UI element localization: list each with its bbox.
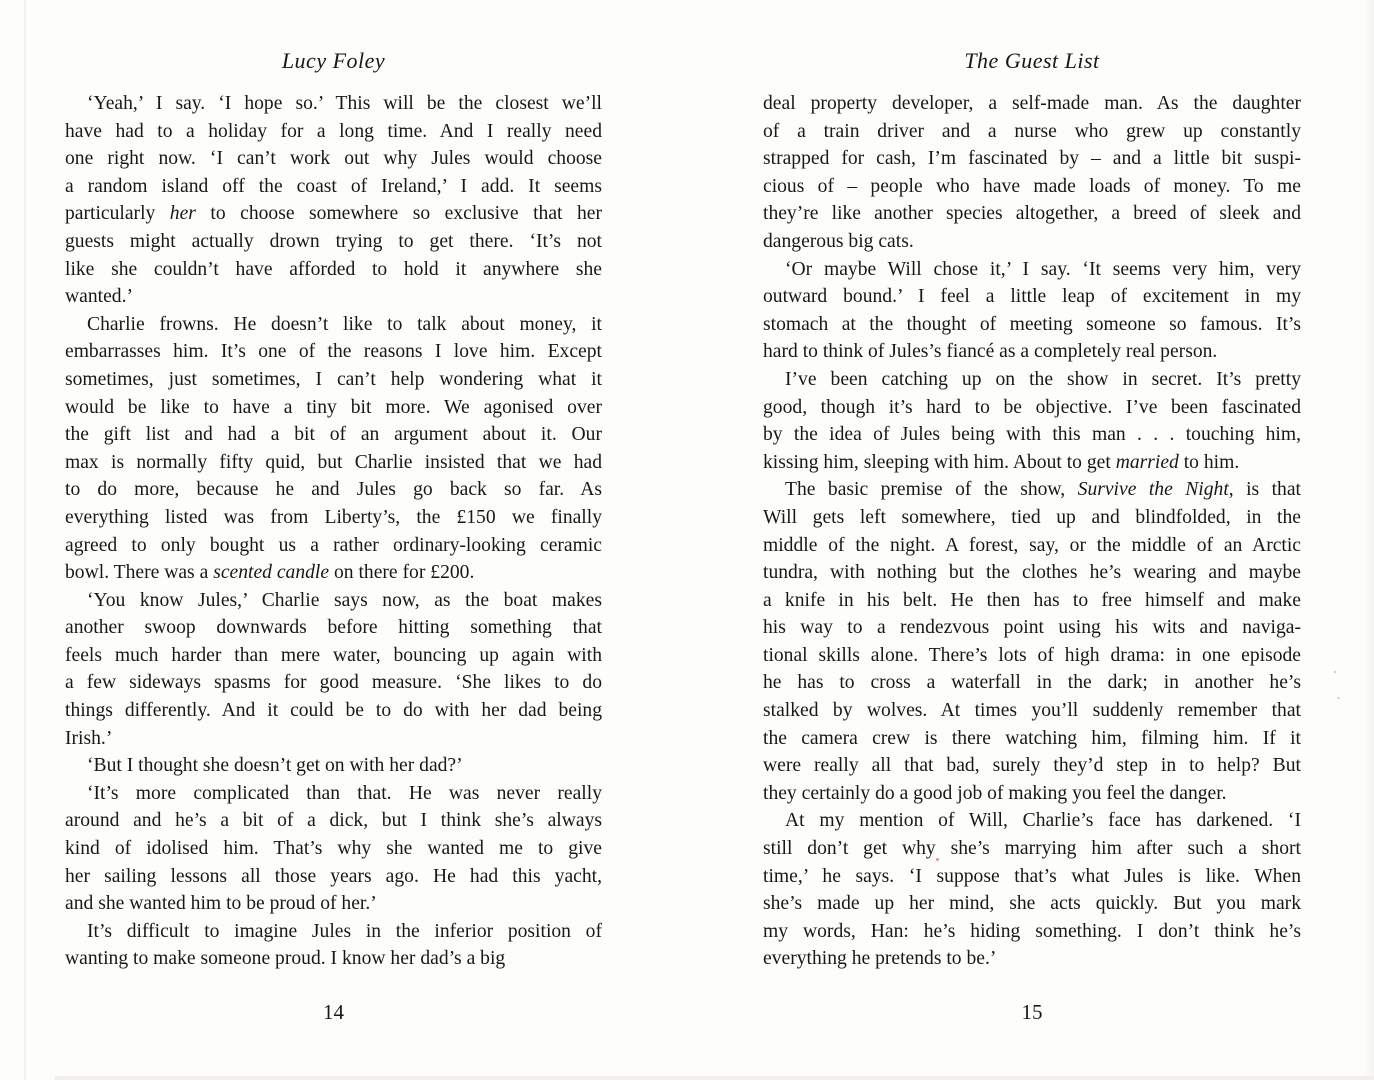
text-line: my words, Han: he’s hiding something. I don’t think he’s — [763, 920, 1301, 942]
text-line: ‘You know Jules,’ Charlie says now, as the boat makes — [87, 589, 602, 611]
text-line: by the idea of Jules being with this man . . . touching him, — [763, 424, 1301, 446]
text-line: feels much harder than mere water, bouncing up again with — [65, 644, 602, 666]
text-line: cious of – people who have made loads of money. To me — [763, 175, 1301, 197]
text-line: deal property developer, a self-made man. As the daughter — [763, 93, 1301, 114]
scan-bottom-strip — [55, 1076, 1374, 1080]
text-line: would be like to have a tiny bit more. We agonised over — [65, 396, 602, 418]
text-line: I’ve been catching up on the show in secret. It’s pretty — [785, 368, 1301, 390]
text-line: guests might actually drown trying to get there. ‘It’s not — [65, 230, 602, 252]
text-line: everything listed was from Liberty’s, the £150 we finally — [65, 506, 602, 528]
text-line: the gift list and had a bit of an argument about it. Our — [65, 424, 602, 446]
text-line: good, though it’s hard to be objective. I’ve been fascinated — [763, 396, 1301, 418]
text-line: tundra, with nothing but the clothes he’s wearing and maybe — [763, 562, 1301, 584]
text-line: Irish.’ — [65, 727, 113, 749]
text-line: kissing him, sleeping with him. About to get married to him. — [763, 451, 1240, 473]
text-line: The basic premise of the show, Survive the Night, is that — [785, 479, 1301, 501]
text-line: stomach at the thought of meeting someone so famous. It’s — [763, 313, 1301, 335]
page-number-right: 15 — [1021, 1000, 1043, 1024]
text-line: ‘Or maybe Will chose it,’ I say. ‘It seems very him, very — [785, 258, 1301, 280]
text-line: outward bound.’ I feel a little leap of excitement in my — [763, 286, 1301, 308]
text-line: Charlie frowns. He doesn’t like to talk about money, it — [87, 313, 602, 335]
text-line: a few sideways spasms for good measure. ‘She likes to do — [65, 672, 602, 694]
page-right-body — [763, 90, 1301, 973]
text-line: embarrasses him. It’s one of the reasons I love him. Except — [65, 341, 602, 363]
text-line: wanted.’ — [65, 286, 134, 308]
text-line: hard to think of Jules’s fiancé as a completely real person. — [763, 341, 1218, 363]
text-line: At my mention of Will, Charlie’s face has darkened. ‘I — [785, 810, 1301, 832]
text-line: another swoop downwards before hitting something that — [65, 617, 602, 639]
text-line: It’s difficult to imagine Jules in the inferior position of — [87, 920, 602, 942]
running-header-author: Lucy Foley — [281, 48, 386, 73]
scan-edge-line — [24, 0, 26, 1080]
text-line: Will gets left somewhere, tied up and blindfolded, in the — [763, 506, 1301, 528]
text-line: wanting to make someone proud. I know her dad’s a big — [65, 948, 506, 970]
text-line: dangerous big cats. — [763, 230, 914, 252]
text-line: particularly her to choose somewhere so exclusive that her — [65, 203, 602, 225]
scan-edge-shade — [1364, 0, 1374, 1080]
page-number-left: 14 — [323, 1000, 344, 1024]
text-line: ‘But I thought she doesn’t get on with her dad?’ — [87, 755, 463, 777]
text-line: everything he pretends to be.’ — [763, 948, 997, 970]
page-left — [65, 46, 602, 1025]
text-line: time,’ he says. ‘I suppose that’s what Jules is like. When — [763, 865, 1301, 887]
text-line: stalked by wolves. At times you’ll suddenly remember that — [763, 700, 1301, 722]
text-line: tional skills alone. There’s lots of high drama: in one episode — [763, 644, 1301, 666]
text-line: a random island off the coast of Ireland,’ I add. It seems — [65, 175, 602, 197]
scan-speck — [1337, 697, 1340, 699]
page-right — [763, 46, 1301, 1025]
text-line: of a train driver and a nurse who grew up constantly — [763, 120, 1301, 142]
text-line: max is normally fifty quid, but Charlie insisted that we had — [65, 451, 602, 473]
text-line: still don’t get why she’s marrying him after such a short — [763, 838, 1301, 860]
text-line: to do more, because he and Jules go back so far. As — [65, 479, 602, 501]
text-line: bowl. There was a scented candle on there for £200. — [65, 562, 475, 584]
text-line: middle of the night. A forest, say, or the middle of an Arctic — [763, 534, 1301, 556]
text-line: ‘Yeah,’ I say. ‘I hope so.’ This will be the closest we’ll — [87, 93, 602, 114]
text-line: they’re like another species altogether, a breed of sleek and — [763, 203, 1301, 225]
scan-speck — [1334, 671, 1336, 673]
text-line: like she couldn’t have afforded to hold it anywhere she — [65, 258, 602, 280]
text-line: strapped for cash, I’m fascinated by – and a little bit suspi- — [763, 148, 1301, 170]
running-header-title: The Guest List — [964, 48, 1100, 73]
text-line: ‘It’s more complicated than that. He was never really — [87, 782, 602, 804]
text-line: he has to cross a waterfall in the dark; in another he’s — [763, 672, 1301, 694]
text-line: agreed to only bought us a rather ordinary-looking ceramic — [65, 534, 602, 556]
text-line: one right now. ‘I can’t work out why Jules would choose — [65, 148, 602, 170]
text-line: she’s made up her mind, she acts quickly. But you mark — [763, 893, 1301, 915]
text-line: sometimes, just sometimes, I can’t help wondering what it — [65, 368, 602, 390]
text-line: his way to a rendezvous point using his wits and naviga- — [763, 617, 1301, 639]
text-line: her sailing lessons all those years ago. He had this yacht, — [65, 865, 602, 887]
text-line: they certainly do a good job of making you feel the danger. — [763, 782, 1227, 804]
text-line: kind of idolised him. That’s why she wanted me to give — [65, 838, 602, 860]
text-line: the camera crew is there watching him, filming him. If it — [763, 727, 1301, 749]
text-line: around and he’s a bit of a dick, but I think she’s always — [65, 810, 602, 832]
text-line: were really all that bad, surely they’d step in to help? But — [763, 755, 1301, 777]
text-line: have had to a holiday for a long time. And I really need — [65, 120, 602, 142]
text-line: a knife in his belt. He then has to free himself and make — [763, 589, 1301, 611]
text-line: things differently. And it could be to do with her dad being — [65, 700, 602, 722]
page-left-body — [65, 90, 602, 973]
text-line: and she wanted him to be proud of her.’ — [65, 893, 377, 915]
